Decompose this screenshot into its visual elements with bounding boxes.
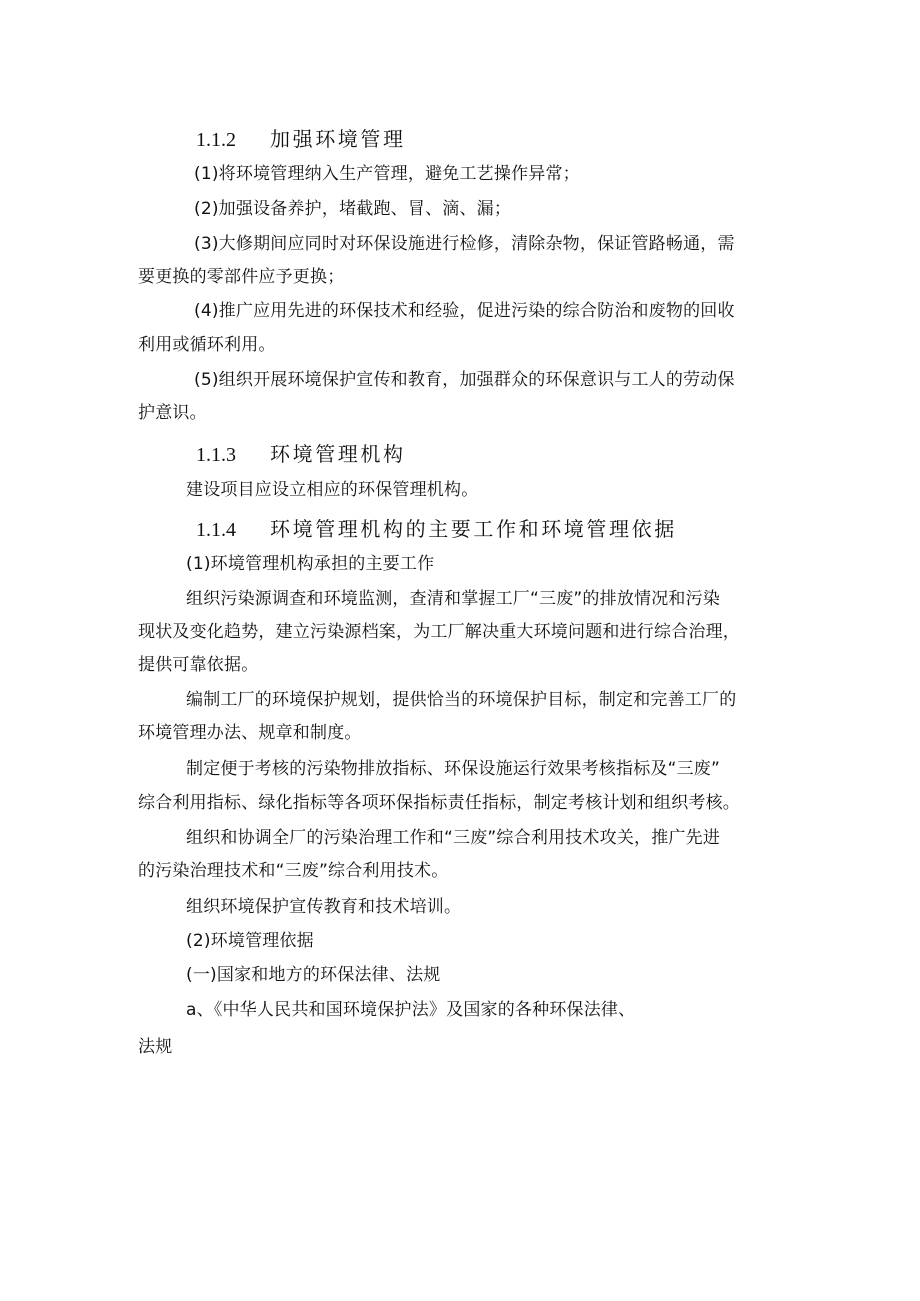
paragraph-line: 要更换的零部件应予更换； [138, 267, 345, 287]
section-number: 1.1.2 [196, 129, 236, 151]
section-title: 加强环境管理 [270, 127, 406, 151]
paragraph-line: 法规 [138, 1037, 173, 1057]
paragraph-line: (一)国家和地方的环保法律、法规 [186, 965, 441, 985]
paragraph-line: 提供可靠依据。 [138, 655, 259, 675]
paragraph-line: 环境管理办法、规章和制度。 [138, 723, 362, 743]
paragraph-line: 利用或循环利用。 [138, 335, 276, 355]
paragraph-line: 制定便于考核的污染物排放指标、环保设施运行效果考核指标及“三废” [186, 759, 721, 779]
paragraph-line: (5)组织开展环境保护宣传和教育，加强群众的环保意识与工人的劳动保 [194, 370, 735, 390]
section-title: 环境管理机构的主要工作和环境管理依据 [270, 517, 677, 541]
section-heading-1-1-4 [196, 516, 677, 543]
paragraph-line: 护意识。 [138, 403, 207, 423]
paragraph-line: 的污染治理技术和“三废”综合利用技术。 [138, 861, 449, 881]
section-number: 1.1.4 [196, 519, 236, 541]
paragraph-line: (2)加强设备养护，堵截跑、冒、滴、漏； [194, 199, 512, 219]
paragraph-line: (1)将环境管理纳入生产管理，避免工艺操作异常； [194, 164, 580, 184]
paragraph-line: (1)环境管理机构承担的主要工作 [186, 554, 435, 574]
paragraph-line: (4)推广应用先进的环保技术和经验，促进污染的综合防治和废物的回收 [194, 301, 735, 321]
paragraph-line: 组织环境保护宣传教育和技术培训。 [186, 897, 462, 917]
section-heading-1-1-3 [196, 441, 406, 468]
paragraph-line: 建设项目应设立相应的环保管理机构。 [186, 480, 479, 500]
paragraph-line: 综合利用指标、绿化指标等各项环保指标责任指标，制定考核计划和组织考核。 [138, 793, 740, 813]
paragraph-line: (3)大修期间应同时对环保设施进行检修，清除杂物，保证管路畅通，需 [194, 234, 735, 254]
paragraph-line: 组织和协调全厂的污染治理工作和“三废”综合利用技术攻关，推广先进 [186, 828, 721, 848]
paragraph-line: 编制工厂的环境保护规划，提供恰当的环境保护目标，制定和完善工厂的 [186, 690, 737, 710]
section-title: 环境管理机构 [270, 442, 406, 466]
section-heading-1-1-2 [196, 126, 406, 153]
paragraph-line: a、《中华人民共和国环境保护法》及国家的各种环保法律、 [186, 1000, 636, 1020]
paragraph-line: 现状及变化趋势，建立污染源档案，为工厂解决重大环境问题和进行综合治理， [138, 622, 740, 642]
section-number: 1.1.3 [196, 444, 236, 466]
paragraph-line: (2)环境管理依据 [186, 931, 314, 951]
paragraph-line: 组织污染源调查和环境监测，查清和掌握工厂“三废”的排放情况和污染 [186, 589, 721, 609]
